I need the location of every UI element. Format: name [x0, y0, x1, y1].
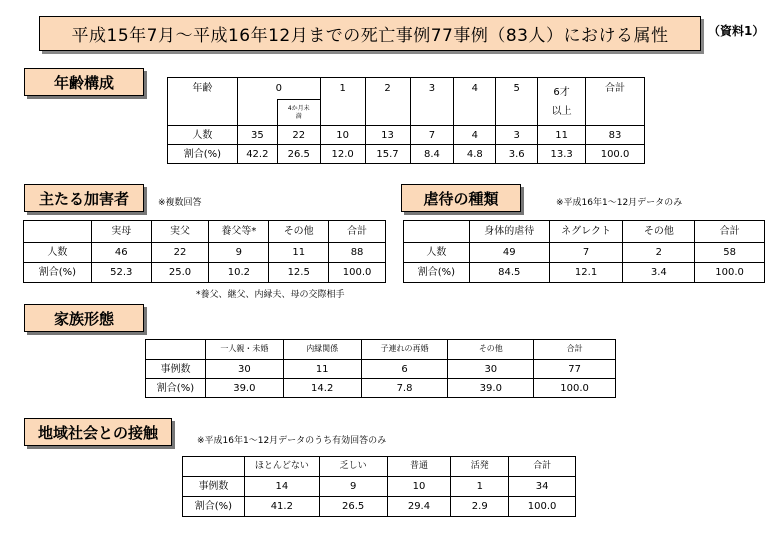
abuse-note: ※平成16年1～12月データのみ — [556, 198, 683, 208]
table-cell: 7 — [549, 243, 623, 263]
table-cell: 22 — [277, 126, 320, 145]
table-cell: 10.2 — [209, 263, 269, 283]
community-note: ※平成16年1～12月データのうち有効回答のみ — [197, 436, 387, 446]
table-cell: 46 — [91, 243, 151, 263]
table-cell: 13 — [365, 126, 410, 145]
table-cell: 9 — [319, 477, 387, 497]
table-cell: 4 — [454, 126, 496, 145]
table-cell: 9 — [209, 243, 269, 263]
column-header: 合計 — [509, 457, 576, 477]
age-subcol-under4m: 4か月未満 — [277, 100, 320, 126]
table-cell: 35 — [237, 126, 277, 145]
family-header-blank — [146, 340, 206, 360]
age-col-4: 4 — [454, 78, 496, 126]
age-col-6-line2: 以上 — [551, 106, 572, 117]
column-header: その他 — [623, 221, 695, 243]
table-cell: 100.0 — [534, 379, 616, 398]
column-header: 乏しい — [319, 457, 387, 477]
community-table — [182, 456, 576, 517]
column-header: 実父 — [151, 221, 209, 243]
table-cell: 26.5 — [277, 145, 320, 164]
table-cell: 49 — [469, 243, 549, 263]
table-cell: 13.3 — [538, 145, 586, 164]
table-cell: 39.0 — [205, 379, 283, 398]
table-cell: 12.5 — [269, 263, 329, 283]
column-header: 子連れの再婚 — [361, 340, 448, 360]
column-header: その他 — [269, 221, 329, 243]
age-col-6-line1: 6才 — [553, 87, 570, 98]
column-header: ほとんどない — [244, 457, 319, 477]
family-table — [145, 339, 616, 398]
age-col-1: 1 — [320, 78, 365, 126]
row-label: 割合(%) — [24, 263, 92, 283]
perpetrator-footnote: *養父、継父、内縁夫、母の交際相手 — [196, 290, 345, 300]
page-title: 平成15年7月～平成16年12月までの死亡事例77事例（83人）における属性 — [39, 16, 701, 51]
table-cell: 12.0 — [320, 145, 365, 164]
table-cell: 10 — [320, 126, 365, 145]
row-label: 事例数 — [146, 360, 206, 379]
table-cell: 41.2 — [244, 497, 319, 517]
perpetrator-table — [23, 220, 386, 283]
row-label: 人数 — [168, 126, 238, 145]
table-cell: 52.3 — [91, 263, 151, 283]
column-header: その他 — [448, 340, 534, 360]
age-col-0-blank — [237, 100, 277, 126]
age-section-label: 年齢構成 — [24, 68, 144, 96]
column-header: 合計 — [695, 221, 765, 243]
table-row — [168, 145, 645, 164]
table-row — [168, 126, 645, 145]
table-cell: 30 — [205, 360, 283, 379]
age-col-5: 5 — [496, 78, 538, 126]
table-cell: 88 — [329, 243, 386, 263]
age-col-6 — [538, 78, 586, 126]
table-cell: 26.5 — [319, 497, 387, 517]
column-header: 活発 — [451, 457, 509, 477]
table-cell: 77 — [534, 360, 616, 379]
perpetrator-note: ※複数回答 — [158, 198, 202, 208]
perpetrator-section-label: 主たる加害者 — [24, 184, 144, 212]
table-cell: 10 — [387, 477, 451, 497]
table-cell: 11 — [283, 360, 361, 379]
column-header: ネグレクト — [549, 221, 623, 243]
age-col-2: 2 — [365, 78, 410, 126]
table-row — [146, 379, 616, 398]
age-table — [167, 77, 645, 164]
table-cell: 100.0 — [509, 497, 576, 517]
age-col-0: 0 — [237, 78, 320, 100]
table-row — [183, 497, 576, 517]
abuse-table — [403, 220, 765, 283]
table-cell: 14.2 — [283, 379, 361, 398]
table-cell: 3.6 — [496, 145, 538, 164]
column-header: 実母 — [91, 221, 151, 243]
row-label: 割合(%) — [146, 379, 206, 398]
age-col-total: 合計 — [586, 78, 645, 126]
table-cell: 7.8 — [361, 379, 448, 398]
community-section-label: 地域社会との接触 — [24, 418, 172, 446]
row-label: 割合(%) — [404, 263, 470, 283]
table-row — [24, 243, 386, 263]
table-cell: 83 — [586, 126, 645, 145]
table-cell: 100.0 — [329, 263, 386, 283]
age-header-label: 年齢 — [168, 78, 238, 126]
table-cell: 58 — [695, 243, 765, 263]
column-header: 身体的虐待 — [469, 221, 549, 243]
table-cell: 2.9 — [451, 497, 509, 517]
table-cell: 100.0 — [586, 145, 645, 164]
column-header: 合計 — [329, 221, 386, 243]
perpetrator-header-blank — [24, 221, 92, 243]
table-cell: 3.4 — [623, 263, 695, 283]
table-cell: 11 — [269, 243, 329, 263]
table-cell: 6 — [361, 360, 448, 379]
abuse-section-label: 虐待の種類 — [401, 184, 521, 212]
row-label: 人数 — [24, 243, 92, 263]
table-row — [404, 243, 765, 263]
table-row — [404, 263, 765, 283]
table-cell: 100.0 — [695, 263, 765, 283]
table-cell: 11 — [538, 126, 586, 145]
table-cell: 22 — [151, 243, 209, 263]
community-header-blank — [183, 457, 245, 477]
column-header: 一人親・未婚 — [205, 340, 283, 360]
row-label: 割合(%) — [168, 145, 238, 164]
table-cell: 29.4 — [387, 497, 451, 517]
table-row — [24, 263, 386, 283]
table-cell: 8.4 — [410, 145, 454, 164]
family-section-label: 家族形態 — [24, 304, 144, 332]
column-header: 内縁関係 — [283, 340, 361, 360]
table-row — [146, 360, 616, 379]
table-cell: 30 — [448, 360, 534, 379]
column-header: 普通 — [387, 457, 451, 477]
table-cell: 1 — [451, 477, 509, 497]
table-cell: 84.5 — [469, 263, 549, 283]
row-label: 事例数 — [183, 477, 245, 497]
row-label: 人数 — [404, 243, 470, 263]
table-cell: 14 — [244, 477, 319, 497]
table-cell: 39.0 — [448, 379, 534, 398]
document-reference: （資料1） — [708, 24, 765, 38]
row-label: 割合(%) — [183, 497, 245, 517]
table-cell: 4.8 — [454, 145, 496, 164]
table-cell: 12.1 — [549, 263, 623, 283]
table-cell: 2 — [623, 243, 695, 263]
table-cell: 34 — [509, 477, 576, 497]
table-row — [183, 477, 576, 497]
table-cell: 7 — [410, 126, 454, 145]
table-cell: 15.7 — [365, 145, 410, 164]
table-cell: 25.0 — [151, 263, 209, 283]
column-header: 養父等* — [209, 221, 269, 243]
abuse-header-blank — [404, 221, 470, 243]
column-header: 合計 — [534, 340, 616, 360]
table-cell: 3 — [496, 126, 538, 145]
age-col-3: 3 — [410, 78, 454, 126]
table-cell: 42.2 — [237, 145, 277, 164]
